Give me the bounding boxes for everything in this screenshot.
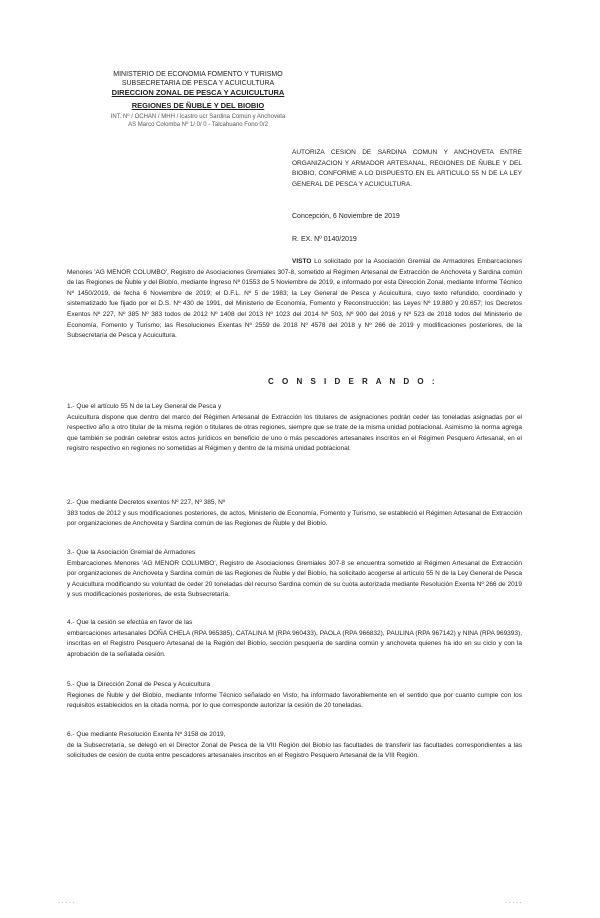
ministry-header xyxy=(98,70,298,129)
item-lead: 1.- Que el artículo 55 N de la Ley General de Pesca y xyxy=(67,403,222,410)
considerando-item-1 xyxy=(67,402,522,455)
resolution-number: R. EX. Nº 0140/2019 xyxy=(292,236,357,243)
item-lead: 3.- Que la Asociación Gremial de Armadores xyxy=(67,549,196,556)
ministry-line-2: SUBSECRETARIA DE PESCA Y ACUICULTURA xyxy=(121,80,275,87)
considerando-heading: C O N S I D E R A N D O : xyxy=(268,377,438,386)
direction-title: DIRECCION ZONAL DE PESCA Y ACUICULTURA xyxy=(111,88,285,97)
item-lead: 5.- Que la Dirección Zonal de Pesca y Acuicultura xyxy=(67,681,211,688)
ministry-line-1: MINISTERIO DE ECONOMIA FOMENTO Y TURISMO xyxy=(113,71,283,78)
address-line-2: AS Marco Colomba Nº 1/ 0/ 0 - Talcahuano Fono 0/2 xyxy=(128,122,268,128)
item-text: Acuicultura dispone que dentro del marco del Régimen Artesanal de Extracción los titulares de asignaciones podrán ceder las toneladas asignadas por el respectivo año a otro titular de la misma región o titulares de otras regiones, siempre que se trate de la misma unidad poblacional. Asimismo la norma agrega que también se podrán celebrar estos actos jurídicos en beneficio de uno o más pescadores artesanales inscritos en el Régimen Pesquero Artesanal, en el registro respectivo en regiones no sometidas al Régimen y dentro de la misma unidad poblacional. xyxy=(67,413,522,453)
item-text: embarcaciones artesanales DOÑA CHELA (RPA 965385), CATALINA M (RPA 960433), PAOLA (RPA 966832), PAULINA (RPA 967142) y NINA (RPA 969393), inscritas en el Registro Pesquero Artesanal de la Región del Biobío, sección pesquería de sardina común y anchoveta quienes ha ido en su ciclo y con la aprobación de la señalada cesión. xyxy=(67,629,522,658)
item-lead: 2.- Que mediante Decretos exentos Nº 227, Nº 385, Nº xyxy=(67,499,226,506)
resolution-subject: AUTORIZA CESION DE SARDINA COMUN Y ANCHOVETA ENTRE ORGANIZACION Y ARMADOR ARTESANAL, REGIONES DE ÑUBLE Y DEL BIOBIO, CONFORME A LO DISPUESTO EN EL ARTICULO 55 N DE LA LEY GENERAL DE PESCA Y ACUICULTURA. xyxy=(292,149,522,188)
visto-label: VISTO xyxy=(292,258,312,265)
address-line-1: INT. Nº / OCHAN / MHH / lcastro ucr Sardina Común y Anchoveta xyxy=(110,114,286,120)
visto-text: Lo solicitado por la Asociación Gremial de Armadores Embarcaciones Menores 'AG MENOR COLUMBO', Registro de Asociaciones Gremiales 307-8, sometido al Régimen Artesanal de Extracción de Anchoveta y Sardina común de las Regiones de Ñuble y del Biobío, mediante Ingreso Nº 01553 de 5 Noviembre de 2019, e informado por esta Dirección Zonal, mediante Informe Técnico Nº 1450/2019, de fecha 6 Noviembre de 2019; el D.F.L. Nº 5 de 1983; la Ley General de Pesca y Acuicultura, cuyo texto refundido, coordinado y sistematizado fue fijado por el D.S. Nº 430 de 1991, del Ministerio de Economía, Fomento y Reconstrucción; las Leyes Nº 19.880 y 20.657; los Decretos Exentos Nº 227, Nº 385 Nº 383 todos de 2012 Nº 1408 del 2013 Nº 1023 del 2014 Nº 503, Nº 900 del 2016 y Nº 523 de 2018 todos del Ministerio de Economía, Fomento y Turismo; las Resoluciones Exentas Nº 2559 de 2018 Nº 4578 del 2018 y Nº 266 de 2019 y modificaciones posteriores, de la Subsecretaría de Pesca y Acuicultura. xyxy=(67,258,522,340)
item-lead: 6.- Que mediante Resolución Exenta Nº 3158 de 2019, xyxy=(67,731,226,738)
item-lead: 4.- Que la cesión se efectúa en favor de las xyxy=(67,619,193,626)
considerando-item-4 xyxy=(67,618,522,660)
considerando-item-5 xyxy=(67,680,522,712)
regions-title: REGIONES DE ÑUBLE Y DEL BIOBIO xyxy=(131,101,265,110)
footer-mark-right: · · · · · xyxy=(505,900,522,906)
considerando-item-3 xyxy=(67,548,522,601)
item-text: Embarcaciones Menores 'AG MENOR COLUMBO', Registro de Asociaciones Gremiales 307-8 se encuentra sometido al Régimen Artesanal de Extracción por organizaciones de Anchoveta y Sardina común de las Regiones de Ñuble y del Biobío, ha solicitado acogerse al artículo 55 N de la Ley General de Pesca y Acuicultura modificando su voluntad de ceder 20 toneladas del recurso Sardina común de su cuota autorizada mediante Resolución Exenta Nº 266 de 2019 y sus modificaciones posteriores, de esta Subsecretaría. xyxy=(67,559,522,599)
item-text: 383 todos de 2012 y sus modificaciones posteriores, de actos, Ministerio de Economía, Fomento y Turismo, se estableció el Régimen Artesanal de Extracción por organizaciones de Anchoveta y Sardina común de las Regiones de Ñuble y del Biobío. xyxy=(67,509,522,528)
visto-section xyxy=(67,257,522,342)
item-text: Regiones de Ñuble y del Biobío, mediante Informe Técnico señalado en Visto, ha informado favorablemente en el sentido que por cuanto cumple con los requisitos establecidos en la citada norma, por lo que corresponde autorizar la cesión de 20 toneladas. xyxy=(67,691,522,710)
item-text: de la Subsecretaría, se delegó en el Director Zonal de Pesca de la VIII Región del Biobío las facultades de transferir las facultades correspondientes a las solicitudes de cesión de cuota entre pescadores artesanales inscritos en el Registro Pesquero Artesanal de la VIII Región. xyxy=(67,741,522,760)
place-date: Concepción, 6 Noviembre de 2019 xyxy=(292,213,400,220)
considerando-item-6 xyxy=(67,730,522,762)
footer-mark-left: · · · · · xyxy=(58,900,75,906)
considerando-item-2 xyxy=(67,498,522,530)
